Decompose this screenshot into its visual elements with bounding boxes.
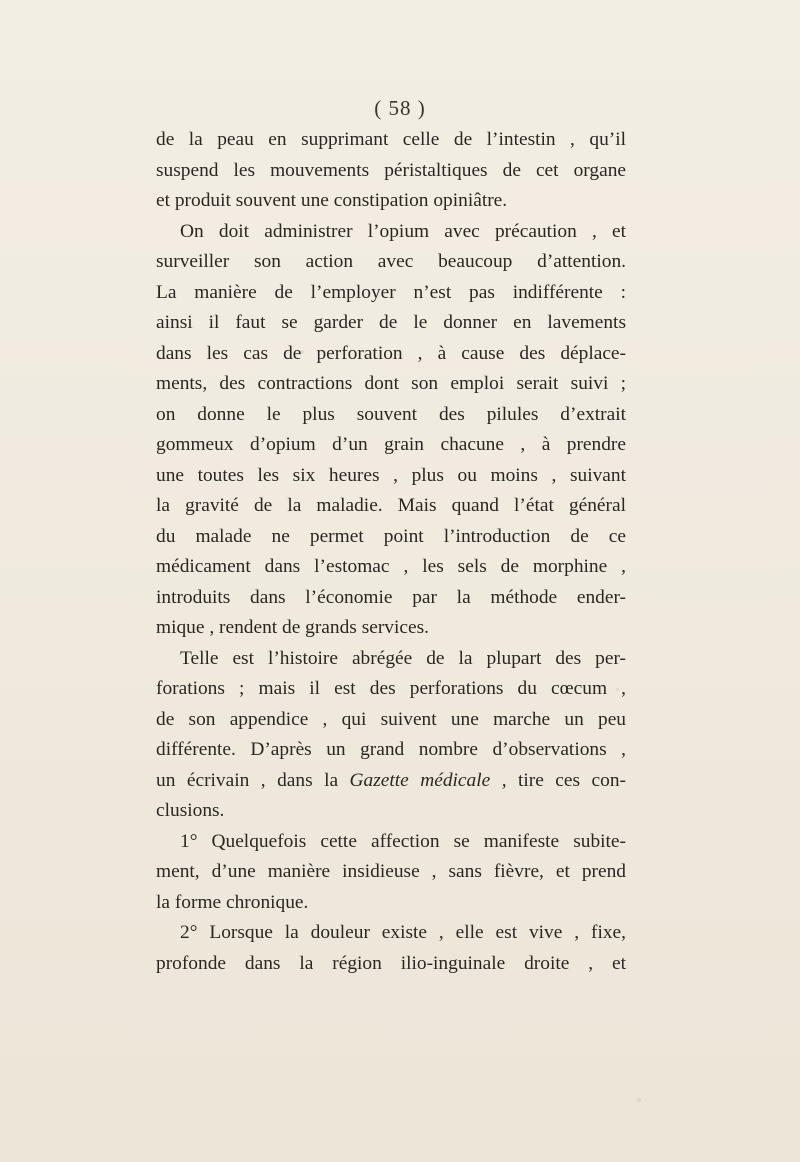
text-line: forations ; mais il est des perforations du cœcum , bbox=[156, 678, 626, 699]
text-line: ments, des contractions dont son emploi serait suivi ; bbox=[156, 373, 626, 394]
page-number: ( 58 ) bbox=[374, 96, 426, 120]
text-line: surveiller son action avec beaucoup d’attention. bbox=[156, 251, 626, 272]
text-line: ment, d’une manière insidieuse , sans fièvre, et prend bbox=[156, 861, 626, 882]
italic-title: Gazette médicale , bbox=[349, 769, 507, 791]
text-line: introduits dans l’économie par la méthode ender- bbox=[156, 586, 626, 608]
text-line: on donne le plus souvent des pilules d’extrait bbox=[156, 403, 626, 425]
paper-spot bbox=[637, 1098, 641, 1102]
text-line: médicament dans l’estomac , les sels de morphine , bbox=[156, 556, 626, 577]
text-line: dans les cas de perforation , à cause des déplace- bbox=[156, 342, 626, 364]
text-line: 2° Lorsque la douleur existe , elle est vive , fixe, bbox=[180, 922, 626, 943]
text-line: Telle est l’histoire abrégée de la plupart des per- bbox=[180, 647, 626, 669]
text-line: de son appendice , qui suivent une marche un peu bbox=[156, 708, 626, 730]
text-line: un écrivain , dans la Gazette médicale , tire ces con- bbox=[156, 769, 626, 791]
text-line: suspend les mouvements péristaltiques de cet organe bbox=[156, 159, 626, 181]
text-line: 1° Quelquefois cette affection se manifeste subite- bbox=[180, 830, 626, 852]
text-line: une toutes les six heures , plus ou moins , suivant bbox=[156, 464, 626, 486]
text-line: différente. D’après un grand nombre d’observations , bbox=[156, 739, 626, 760]
text-line: La manière de l’employer n’est pas indifférente : bbox=[156, 281, 626, 303]
text-line: la gravité de la maladie. Mais quand l’état général bbox=[156, 495, 626, 516]
text-line: du malade ne permet point l’introduction de ce bbox=[156, 525, 626, 547]
text-line: clusions. bbox=[156, 800, 225, 821]
text-line: profonde dans la région ilio-inguinale droite , et bbox=[156, 952, 626, 974]
text-line: la forme chronique. bbox=[156, 891, 309, 913]
text-line: gommeux d’opium d’un grain chacune , à prendre bbox=[156, 434, 626, 455]
text-line: mique , rendent de grands services. bbox=[156, 617, 429, 638]
text-line: On doit administrer l’opium avec précaution , et bbox=[180, 220, 626, 242]
body-text bbox=[156, 125, 626, 979]
text-line: de la peau en supprimant celle de l’intestin , qu’il bbox=[156, 129, 626, 150]
text-line: ainsi il faut se garder de le donner en lavements bbox=[156, 312, 626, 333]
text-line: et produit souvent une constipation opiniâtre. bbox=[156, 190, 508, 211]
